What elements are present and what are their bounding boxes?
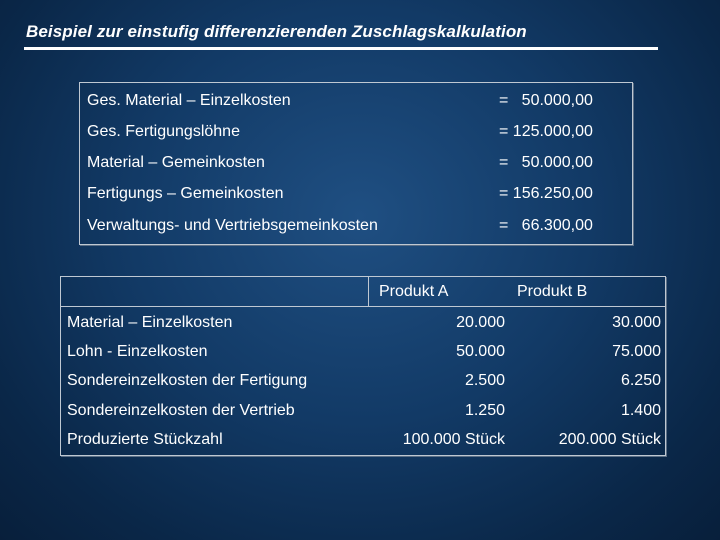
- header-product-a: Produkt A: [379, 283, 449, 300]
- cost-row: [80, 210, 632, 241]
- value-product-a: 1.250: [464, 402, 505, 419]
- cost-label: Material – Gemeinkosten: [87, 154, 265, 171]
- cost-label: Fertigungs – Gemeinkosten: [87, 185, 284, 202]
- cost-row: [80, 147, 632, 178]
- table-row: [61, 366, 665, 396]
- value-product-b: 30.000: [612, 314, 661, 331]
- row-label: Material – Einzelkosten: [67, 314, 233, 331]
- header-rule: [61, 306, 665, 307]
- cost-value: = 156.250,00: [499, 185, 593, 202]
- cost-value: = 125.000,00: [499, 123, 593, 140]
- cost-value: = 50.000,00: [499, 154, 593, 171]
- cost-row: [80, 116, 632, 147]
- value-product-a: 100.000 Stück: [402, 431, 505, 448]
- value-product-b: 6.250: [620, 372, 661, 389]
- cost-label: Ges. Fertigungslöhne: [87, 123, 240, 140]
- row-label: Sondereinzelkosten der Fertigung: [67, 372, 308, 389]
- header-divider: [368, 277, 369, 306]
- title-underline: [24, 47, 658, 50]
- cost-value: = 50.000,00: [499, 92, 593, 109]
- cost-summary-table: [79, 82, 633, 245]
- cost-row: [80, 178, 632, 209]
- cost-row: [80, 85, 632, 116]
- header-product-b: Produkt B: [517, 283, 588, 300]
- table-row: [61, 337, 665, 367]
- value-product-a: 2.500: [464, 372, 505, 389]
- row-label: Lohn - Einzelkosten: [67, 343, 208, 360]
- cost-label: Verwaltungs- und Vertriebsgemeinkosten: [87, 217, 378, 234]
- row-label: Sondereinzelkosten der Vertrieb: [67, 402, 295, 419]
- value-product-a: 20.000: [456, 314, 505, 331]
- cost-label: Ges. Material – Einzelkosten: [87, 92, 291, 109]
- value-product-b: 200.000 Stück: [558, 431, 661, 448]
- value-product-b: 1.400: [620, 402, 661, 419]
- cost-value: = 66.300,00: [499, 217, 593, 234]
- value-product-a: 50.000: [456, 343, 505, 360]
- product-table: [60, 276, 666, 456]
- table-row: [61, 396, 665, 426]
- slide-title: Beispiel zur einstufig differenzierenden Zuschlagskalkulation: [26, 22, 527, 41]
- value-product-b: 75.000: [612, 343, 661, 360]
- table-row: [61, 425, 665, 455]
- table-row: [61, 308, 665, 338]
- row-label: Produzierte Stückzahl: [67, 431, 223, 448]
